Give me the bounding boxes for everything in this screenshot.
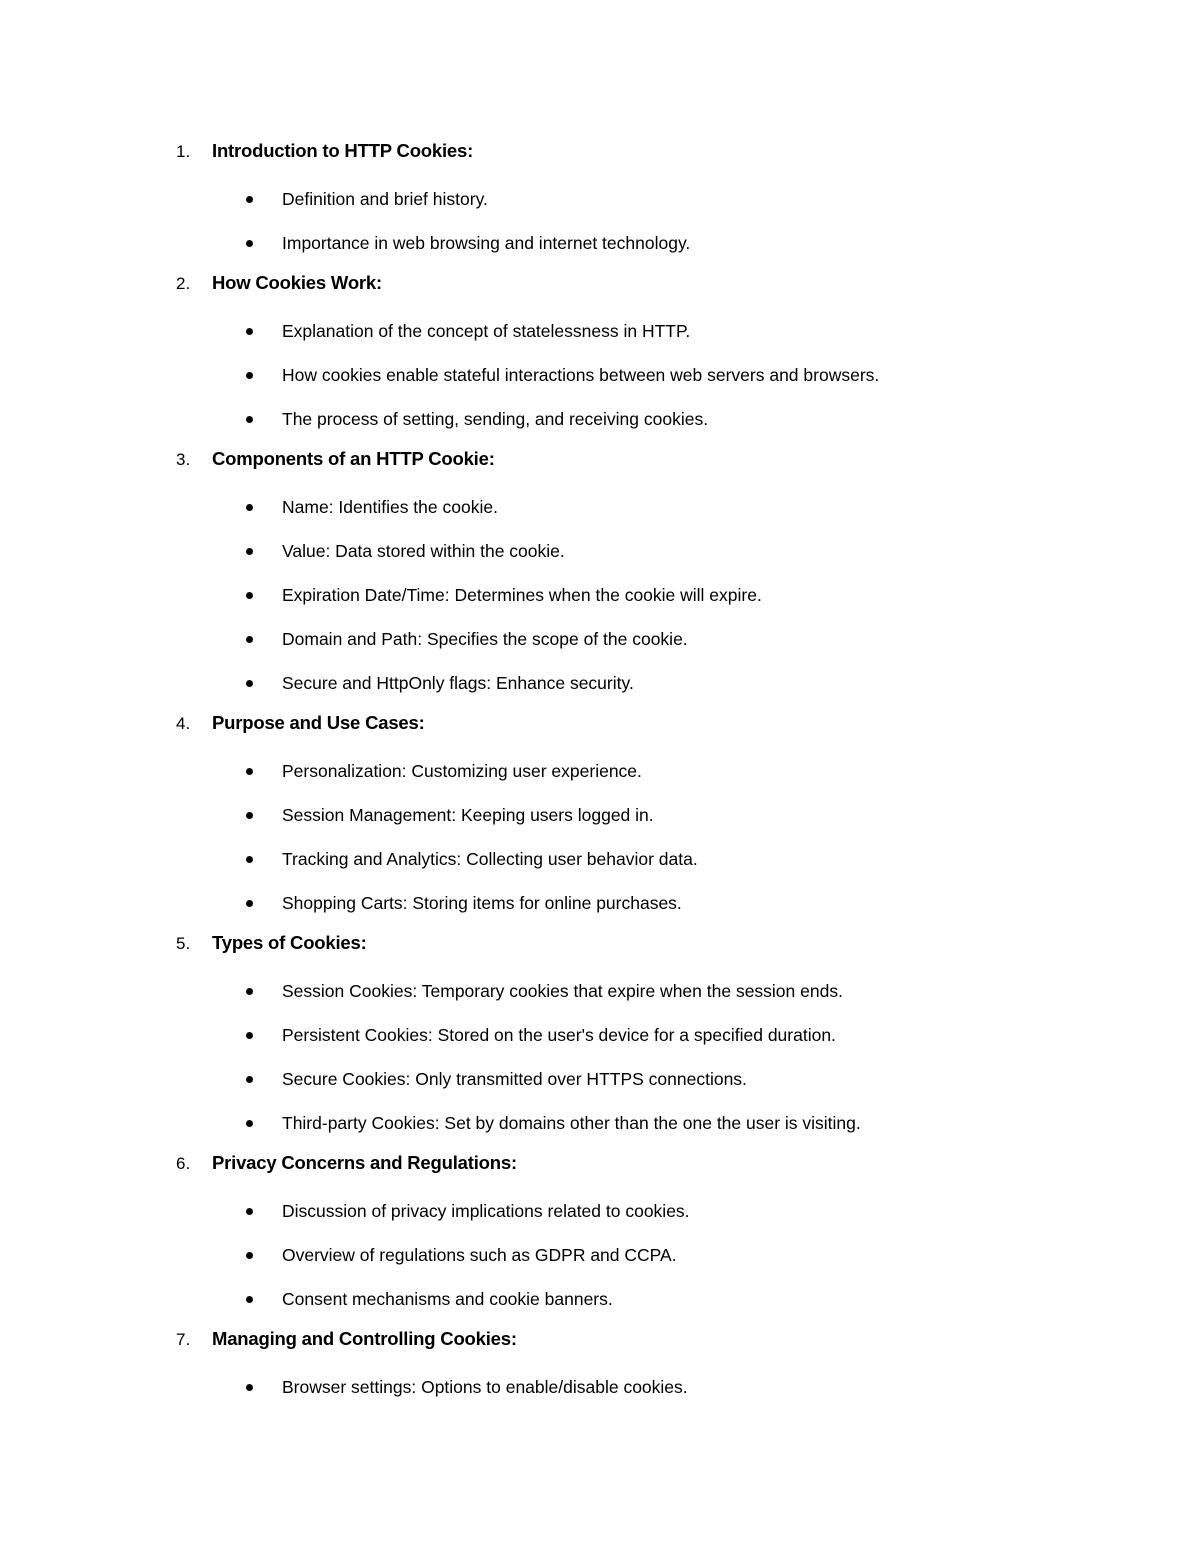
section-5 <box>176 932 1136 1138</box>
bullet-icon <box>246 636 253 643</box>
bullet-icon <box>246 328 253 335</box>
bullet-icon <box>246 592 253 599</box>
bullet-icon <box>246 1076 253 1083</box>
section-title: Types of Cookies: <box>212 932 367 953</box>
list-item <box>176 536 1136 566</box>
section-heading <box>176 1328 1136 1358</box>
list-item <box>176 1020 1136 1050</box>
list-item <box>176 1240 1136 1270</box>
list-item-text: Domain and Path: Specifies the scope of the cookie. <box>282 628 688 649</box>
section-heading <box>176 712 1136 742</box>
list-item-text: How cookies enable stateful interactions between web servers and browsers. <box>282 364 880 385</box>
bullet-list <box>176 976 1136 1138</box>
bullet-icon <box>246 1208 253 1215</box>
list-item-text: Consent mechanisms and cookie banners. <box>282 1288 613 1309</box>
list-item-text: Name: Identifies the cookie. <box>282 496 498 517</box>
section-6 <box>176 1152 1136 1314</box>
section-3 <box>176 448 1136 698</box>
bullet-icon <box>246 1120 253 1127</box>
section-title: Introduction to HTTP Cookies: <box>212 140 474 161</box>
bullet-list <box>176 1196 1136 1314</box>
list-item-text: Overview of regulations such as GDPR and CCPA. <box>282 1244 677 1265</box>
list-item <box>176 624 1136 654</box>
list-item <box>176 580 1136 610</box>
list-item-text: Session Management: Keeping users logged in. <box>282 804 654 825</box>
bullet-list <box>176 184 1136 258</box>
bullet-icon <box>246 504 253 511</box>
list-item-text: Session Cookies: Temporary cookies that expire when the session ends. <box>282 980 843 1001</box>
list-item-text: Personalization: Customizing user experience. <box>282 760 642 781</box>
list-item <box>176 360 1136 390</box>
list-item-text: Persistent Cookies: Stored on the user's device for a specified duration. <box>282 1024 836 1045</box>
list-item-text: The process of setting, sending, and receiving cookies. <box>282 408 709 429</box>
list-item <box>176 1284 1136 1314</box>
section-number: 5. <box>176 934 191 953</box>
section-7 <box>176 1328 1136 1402</box>
list-item-text: Importance in web browsing and internet technology. <box>282 232 691 253</box>
list-item-text: Third-party Cookies: Set by domains other than the one the user is visiting. <box>282 1112 861 1133</box>
bullet-icon <box>246 196 253 203</box>
list-item <box>176 316 1136 346</box>
list-item <box>176 756 1136 786</box>
section-2 <box>176 272 1136 434</box>
list-item-text: Expiration Date/Time: Determines when the cookie will expire. <box>282 584 762 605</box>
list-item-text: Explanation of the concept of statelessness in HTTP. <box>282 320 691 341</box>
section-title: Managing and Controlling Cookies: <box>212 1328 517 1349</box>
section-heading <box>176 272 1136 302</box>
bullet-icon <box>246 416 253 423</box>
section-number: 1. <box>176 142 191 161</box>
list-item-text: Tracking and Analytics: Collecting user behavior data. <box>282 848 698 869</box>
section-number: 4. <box>176 714 191 733</box>
bullet-icon <box>246 856 253 863</box>
bullet-icon <box>246 768 253 775</box>
section-heading <box>176 448 1136 478</box>
bullet-icon <box>246 372 253 379</box>
list-item-text: Secure and HttpOnly flags: Enhance security. <box>282 672 634 693</box>
section-4 <box>176 712 1136 918</box>
list-item <box>176 844 1136 874</box>
bullet-icon <box>246 988 253 995</box>
bullet-icon <box>246 900 253 907</box>
section-number: 6. <box>176 1154 191 1173</box>
list-item-text: Value: Data stored within the cookie. <box>282 540 565 561</box>
section-number: 2. <box>176 274 191 293</box>
list-item <box>176 1108 1136 1138</box>
list-item <box>176 184 1136 214</box>
section-title: How Cookies Work: <box>212 272 382 293</box>
list-item <box>176 668 1136 698</box>
list-item <box>176 1372 1136 1402</box>
list-item <box>176 492 1136 522</box>
bullet-icon <box>246 548 253 555</box>
section-title: Components of an HTTP Cookie: <box>212 448 495 469</box>
bullet-list <box>176 492 1136 698</box>
list-item <box>176 888 1136 918</box>
bullet-icon <box>246 1384 253 1391</box>
list-item-text: Definition and brief history. <box>282 188 488 209</box>
list-item-text: Shopping Carts: Storing items for online purchases. <box>282 892 682 913</box>
list-item-text: Browser settings: Options to enable/disable cookies. <box>282 1376 688 1397</box>
section-heading <box>176 1152 1136 1182</box>
section-title: Purpose and Use Cases: <box>212 712 425 733</box>
section-heading <box>176 932 1136 962</box>
list-item <box>176 1064 1136 1094</box>
list-item-text: Secure Cookies: Only transmitted over HTTPS connections. <box>282 1068 747 1089</box>
list-item <box>176 1196 1136 1226</box>
bullet-icon <box>246 1252 253 1259</box>
section-number: 3. <box>176 450 191 469</box>
section-heading <box>176 140 1136 170</box>
bullet-list <box>176 756 1136 918</box>
outline-list <box>176 140 1136 1416</box>
section-title: Privacy Concerns and Regulations: <box>212 1152 517 1173</box>
list-item <box>176 404 1136 434</box>
list-item <box>176 228 1136 258</box>
section-number: 7. <box>176 1330 191 1349</box>
bullet-icon <box>246 812 253 819</box>
bullet-list <box>176 1372 1136 1402</box>
bullet-list <box>176 316 1136 434</box>
bullet-icon <box>246 1032 253 1039</box>
bullet-icon <box>246 240 253 247</box>
list-item <box>176 800 1136 830</box>
bullet-icon <box>246 1296 253 1303</box>
bullet-icon <box>246 680 253 687</box>
list-item-text: Discussion of privacy implications related to cookies. <box>282 1200 690 1221</box>
section-1 <box>176 140 1136 258</box>
list-item <box>176 976 1136 1006</box>
